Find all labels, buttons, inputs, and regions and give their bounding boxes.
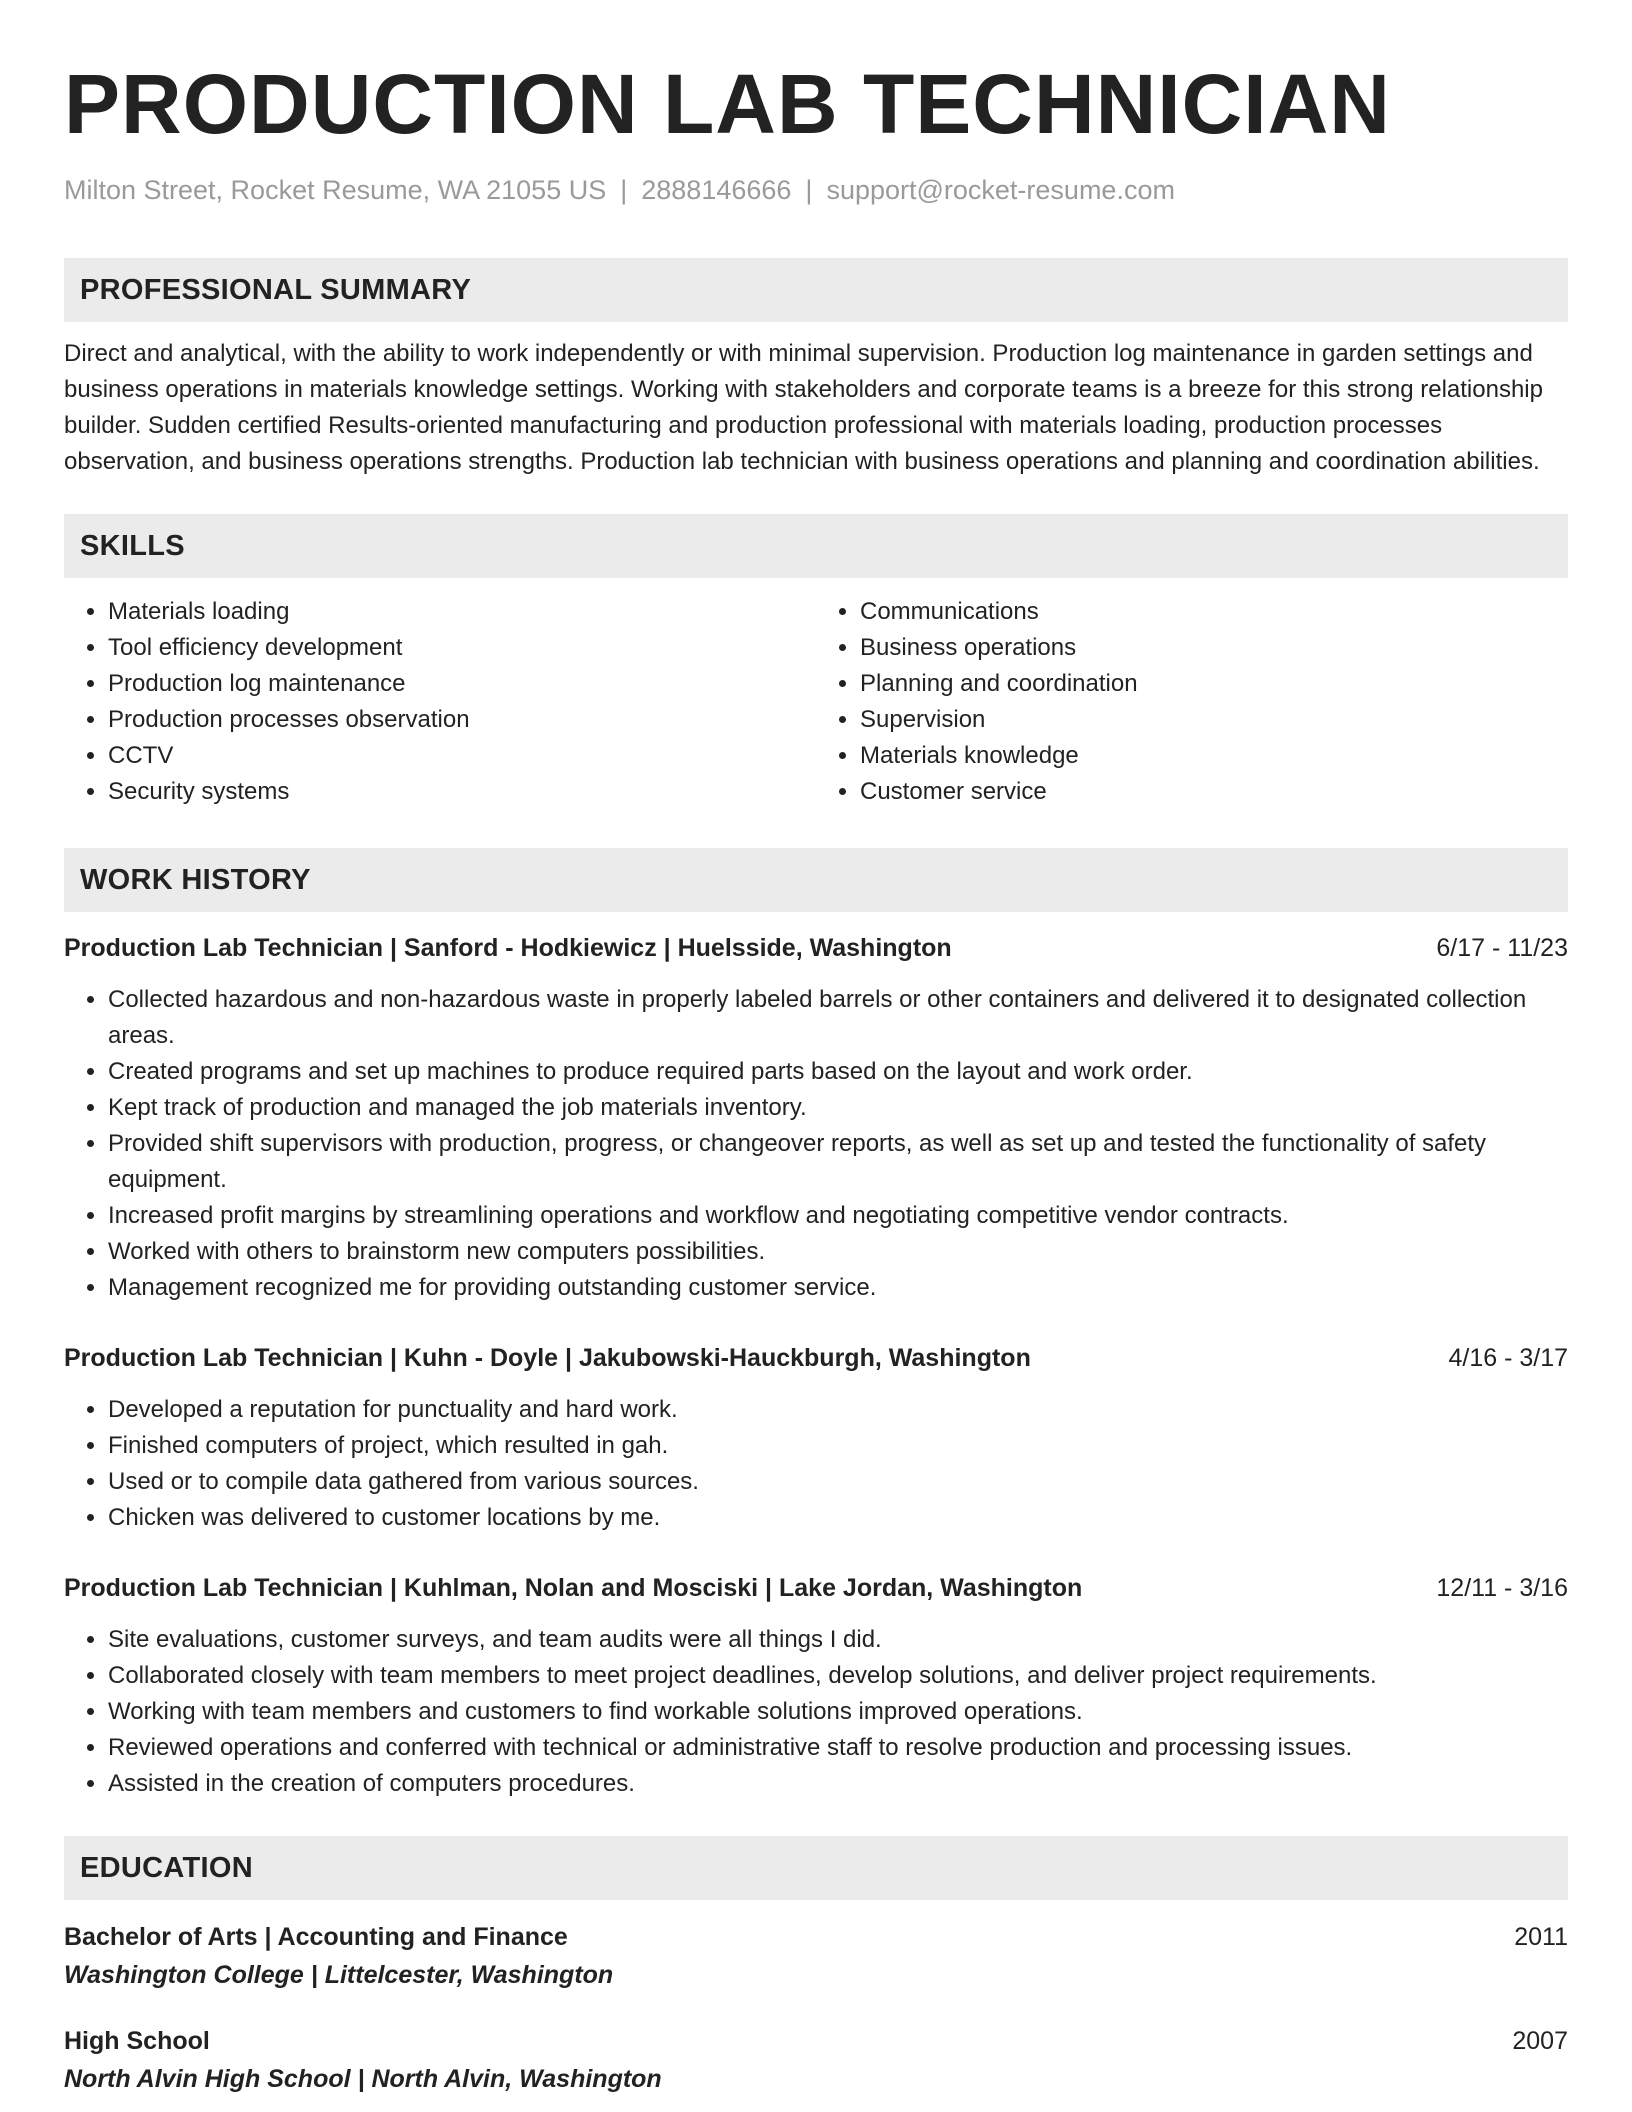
job-title: Production Lab Technician | Kuhlman, Nolan and Mosciski | Lake Jordan, Washington <box>64 1574 1083 1602</box>
contact-line <box>64 172 1568 208</box>
job-bullet: • Used or to compile data gathered from various sources. <box>108 1464 1568 1500</box>
job-bullet: • Management recognized me for providing outstanding customer service. <box>108 1270 1568 1306</box>
section-heading-skills: SKILLS <box>64 514 1568 578</box>
job-bullets <box>64 1392 1568 1536</box>
skills-grid <box>64 594 1568 810</box>
contact-email: support@rocket-resume.com <box>826 175 1175 205</box>
resume-page <box>64 50 1568 2098</box>
job-entry <box>64 930 1568 1306</box>
education-school: Washington College | Littelcester, Washington <box>64 1961 614 1989</box>
job-title: Production Lab Technician | Kuhn - Doyle | Jakubowski-Hauckburgh, Washington <box>64 1344 1031 1372</box>
section-heading-work-history: WORK HISTORY <box>64 848 1568 912</box>
job-bullet: • Working with team members and customers to find workable solutions improved operations. <box>108 1694 1568 1730</box>
job-bullets <box>64 982 1568 1306</box>
job-dates: 12/11 - 3/16 <box>1436 1574 1568 1602</box>
candidate-name: PRODUCTION LAB TECHNICIAN <box>64 57 1391 151</box>
summary-text: Direct and analytical, with the ability to work independently or with minimal supervision. Production log maintenance in garden settings and business operations in materials knowledge settings. Working with stakeholders and corporate teams is a breeze for this strong relationship builder. Sudden certified Results-oriented manufacturing and production professional with materials loading, production processes observation, and business operations strengths. Production lab technician with business operations and planning and coordination abilities. <box>64 340 1543 475</box>
job-bullet: • Collaborated closely with team members to meet project deadlines, develop solutions, and deliver project requirements. <box>108 1658 1568 1694</box>
section-heading-summary: PROFESSIONAL SUMMARY <box>64 258 1568 322</box>
education-header <box>64 1918 1568 1956</box>
job-bullet: • Finished computers of project, which resulted in gah. <box>108 1428 1568 1464</box>
job-entry <box>64 1570 1568 1802</box>
job-bullet: • Assisted in the creation of computers procedures. <box>108 1766 1568 1802</box>
job-bullet: • Worked with others to brainstorm new computers possibilities. <box>108 1234 1568 1270</box>
contact-address: Milton Street, Rocket Resume, WA 21055 US <box>64 175 607 205</box>
job-header <box>64 1340 1568 1376</box>
education-year: 2011 <box>1514 1923 1568 1951</box>
job-header <box>64 930 1568 966</box>
job-bullet: • Site evaluations, customer surveys, and team audits were all things I did. <box>108 1622 1568 1658</box>
skill-item: • Supervision <box>860 702 1568 738</box>
education-entry <box>64 2022 1568 2098</box>
education-degree: Bachelor of Arts | Accounting and Finance <box>64 1923 568 1951</box>
education-entry <box>64 1918 1568 1994</box>
job-entry <box>64 1340 1568 1536</box>
skill-item: • Production log maintenance <box>108 666 816 702</box>
skill-item: • CCTV <box>108 738 816 774</box>
job-bullet: • Provided shift supervisors with production, progress, or changeover reports, as well as set up and tested the functionality of safety equipment. <box>108 1126 1568 1198</box>
skill-item: • Materials loading <box>108 594 816 630</box>
skill-item: • Production processes observation <box>108 702 816 738</box>
education-year: 2007 <box>1512 2027 1568 2055</box>
job-bullet: • Chicken was delivered to customer locations by me. <box>108 1500 1568 1536</box>
skill-item: • Planning and coordination <box>860 666 1568 702</box>
skill-item: • Security systems <box>108 774 816 810</box>
job-header <box>64 1570 1568 1606</box>
education-degree: High School <box>64 2027 210 2055</box>
education-header <box>64 2022 1568 2060</box>
contact-separator: | <box>620 175 628 205</box>
skills-list-left <box>64 594 816 810</box>
education-school: North Alvin High School | North Alvin, Washington <box>64 2065 662 2093</box>
skill-item: • Business operations <box>860 630 1568 666</box>
skill-item: • Tool efficiency development <box>108 630 816 666</box>
job-bullet: • Collected hazardous and non-hazardous waste in properly labeled barrels or other containers and delivered it to designated collection areas. <box>108 982 1568 1054</box>
job-bullet: • Developed a reputation for punctuality and hard work. <box>108 1392 1568 1428</box>
contact-separator: | <box>805 175 813 205</box>
job-bullet: • Increased profit margins by streamlining operations and workflow and negotiating competitive vendor contracts. <box>108 1198 1568 1234</box>
skill-item: • Materials knowledge <box>860 738 1568 774</box>
contact-phone: 2888146666 <box>641 175 792 205</box>
job-dates: 6/17 - 11/23 <box>1436 934 1568 962</box>
skill-item: • Customer service <box>860 774 1568 810</box>
job-dates: 4/16 - 3/17 <box>1448 1344 1568 1372</box>
skill-item: • Communications <box>860 594 1568 630</box>
job-bullets <box>64 1622 1568 1802</box>
job-bullet: • Created programs and set up machines to produce required parts based on the layout and work order. <box>108 1054 1568 1090</box>
job-bullet: • Kept track of production and managed the job materials inventory. <box>108 1090 1568 1126</box>
skills-list-right <box>816 594 1568 810</box>
job-title: Production Lab Technician | Sanford - Hodkiewicz | Huelsside, Washington <box>64 934 952 962</box>
job-bullet: • Reviewed operations and conferred with technical or administrative staff to resolve production and processing issues. <box>108 1730 1568 1766</box>
section-heading-education: EDUCATION <box>64 1836 1568 1900</box>
